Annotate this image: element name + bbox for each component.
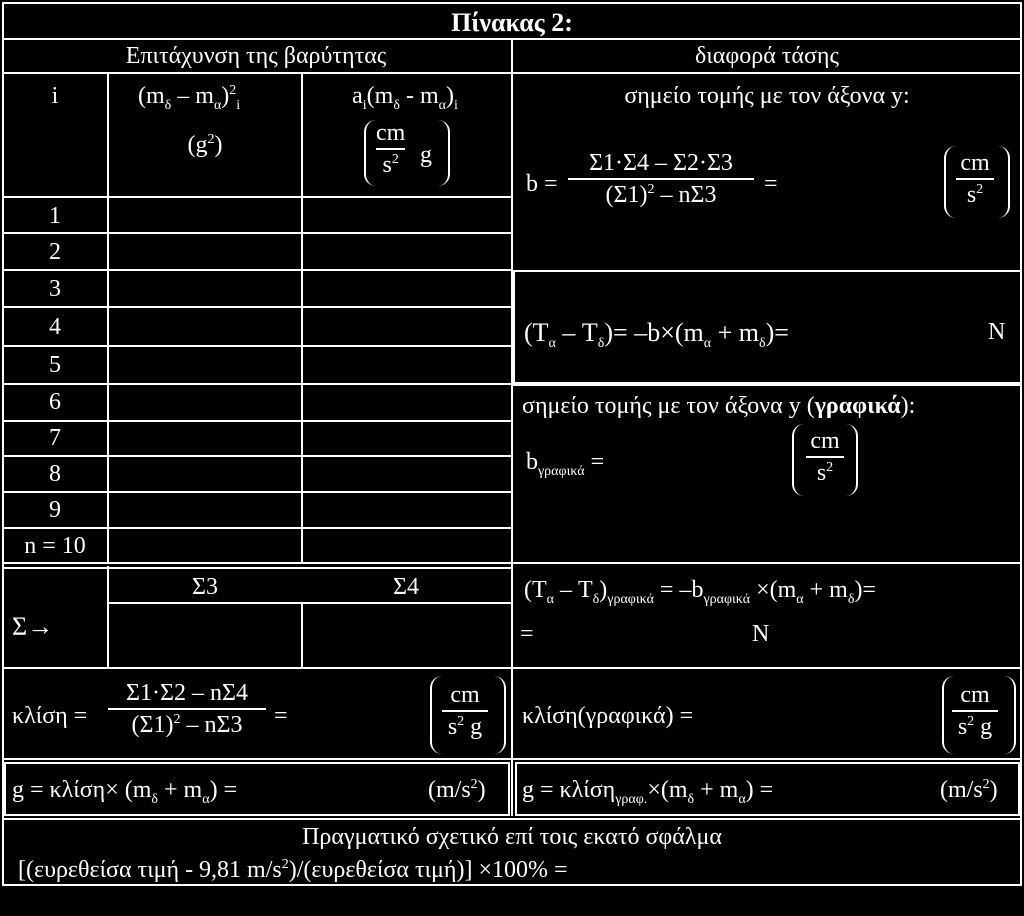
table-title: Πίνακας 2: — [451, 8, 573, 37]
sum-label: Σ→ — [12, 612, 54, 641]
col-a-header: $a_i(m_\delta - m_\alpha)_i$ — [352, 83, 458, 113]
data-cells[interactable] — [109, 198, 511, 562]
col-sq-header: $(m_\delta - m_\alpha)^2_i$ — [138, 83, 241, 113]
sum3-cell[interactable] — [109, 604, 301, 667]
col-i-header: i — [51, 83, 59, 109]
sum4-header: Σ4 — [393, 574, 419, 600]
row-label: 9 — [49, 497, 61, 523]
tension-formula: $(T_\alpha - T_\delta)= -b\times(m_\alpha + m_\delta)=$ — [524, 318, 789, 352]
col-sq-units: $(g^2)$ — [187, 132, 223, 158]
sum3-header: Σ3 — [192, 574, 218, 600]
row-label: 1 — [49, 203, 61, 229]
row-label: 8 — [49, 461, 61, 487]
tension-unit: N — [988, 319, 1006, 345]
row-label: n = 10 — [24, 533, 86, 559]
left-header: Επιτάχυνση της βαρύτητας — [125, 43, 387, 69]
g-formula: $g = \kappa\lambda ί\sigma\eta\times (m_\delta + m_\alpha)$ = — [12, 777, 238, 807]
row-label: 2 — [49, 239, 61, 265]
g-units: $(m/s^2)$ — [428, 777, 486, 803]
row-label: 7 — [49, 425, 61, 451]
g-graphic-units: $(m/s^2)$ — [940, 777, 998, 803]
tension-graphic-formula: $(T_\alpha - T_\delta)_{\gamma\rho\alpha\varphi\iota\kappa ά} = -b_{\gamma\rho\alpha\varphi\iota\kappa ά} \times(m_\alpha + m_\delta)=$ — [524, 577, 876, 607]
intercept-label: σημείο τομής με τον άξονα y: — [624, 83, 910, 109]
graphic-intercept-label: σημείο τομής με τον άξονα y (γραφικά): — [522, 393, 916, 419]
row-label: 4 — [49, 314, 61, 340]
row-label: 3 — [49, 276, 61, 302]
sum4-cell[interactable] — [303, 604, 511, 667]
row-label: 6 — [49, 389, 61, 415]
right-header: διαφορά τάσης — [695, 43, 839, 69]
g-graphic-formula: $g = \kappa\lambda ί\sigma\eta_{\gamma\rho\alpha\varphi.}\times(m_\delta + m_\alpha)$ = — [522, 777, 774, 807]
error-formula: [(ευρεθείσα τιμή - 9,81 $m/s^2)/(\varepsilon\upsilon\rho\varepsilon\theta\varepsilon ί\sigma\alpha$ τιμή)] ×100% = — [18, 857, 568, 883]
tension-graphic-unit: N — [752, 621, 770, 647]
tension-graphic-eq: = — [520, 621, 534, 647]
error-title: Πραγματικό σχετικό επί τοις εκατό σφάλμα — [302, 824, 722, 850]
row-label: 5 — [49, 352, 61, 378]
